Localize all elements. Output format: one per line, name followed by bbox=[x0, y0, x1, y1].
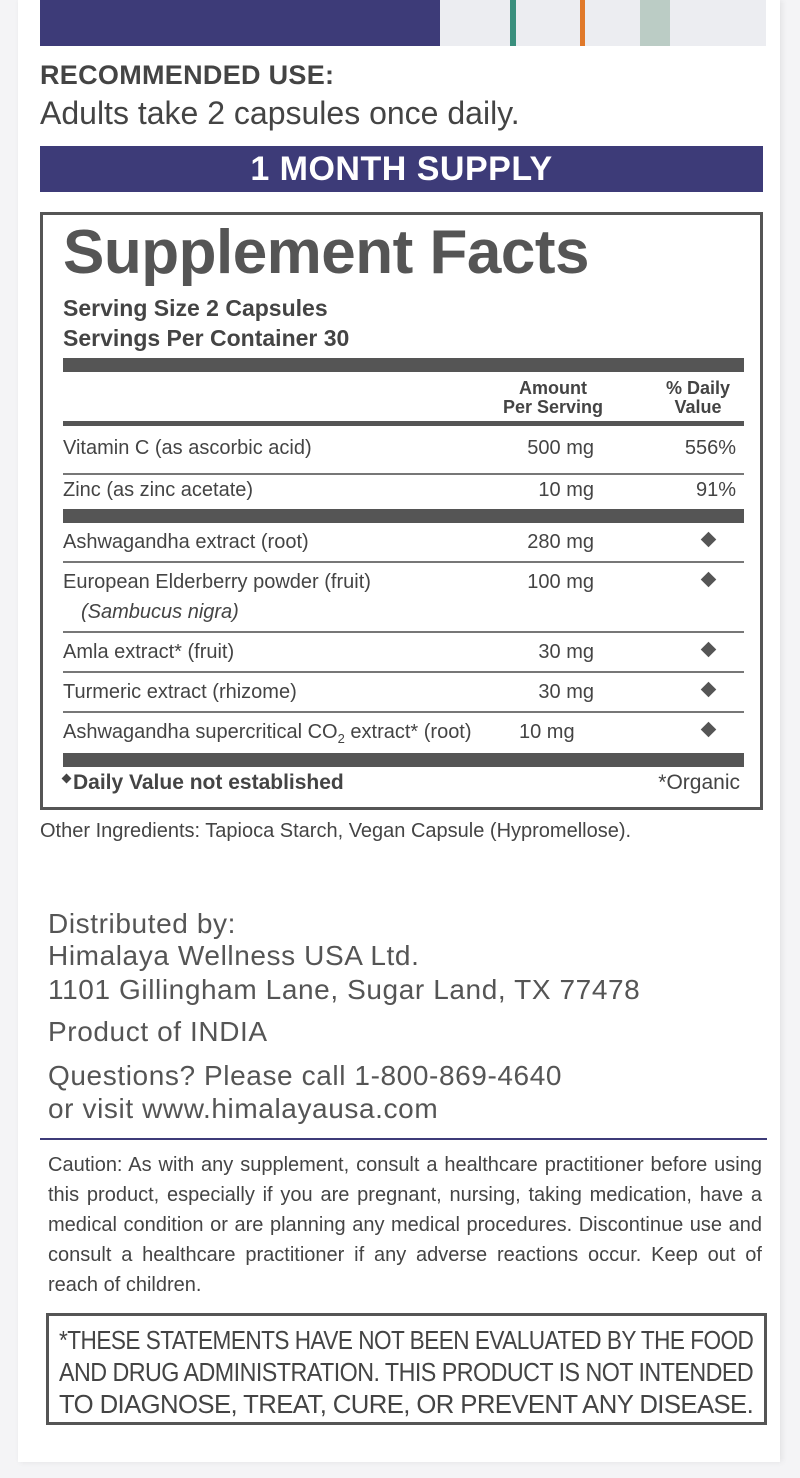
distributor-company: Himalaya Wellness USA Ltd. bbox=[48, 940, 420, 971]
diamond-icon bbox=[701, 642, 717, 658]
diamond-icon bbox=[701, 722, 717, 738]
questions-phone: Questions? Please call 1-800-869-4640 bbox=[48, 1060, 563, 1091]
table-row bbox=[63, 479, 744, 509]
recommended-use-text: Adults take 2 capsules once daily. bbox=[40, 95, 520, 131]
serving-size: Serving Size 2 Capsules bbox=[63, 295, 328, 321]
caution-text: Caution: As with any supplement, consult a healthcare practitioner before using this product, especially if you are pregnant, nursing, taking medication, have a medical condition or are planning any medical procedures. Discontinue use and consult a healthcare practitioner if any adverse reactions occur. Keep out of reach of children. bbox=[48, 1154, 762, 1296]
nutrient-name: Vitamin C (as ascorbic acid) bbox=[63, 437, 312, 459]
nutrient-daily-value: 556% bbox=[684, 437, 736, 459]
top-accent-sage bbox=[640, 0, 670, 46]
distributor-address: 1101 Gillingham Lane, Sugar Land, TX 77478 bbox=[48, 974, 641, 1005]
table-row bbox=[63, 437, 744, 467]
fda-disclaimer-line: AND DRUG ADMINISTRATION. THIS PRODUCT IS NOT INTENDED bbox=[59, 1357, 754, 1387]
ingredient-amount: 30 mg bbox=[538, 641, 594, 663]
ingredient-name: Amla extract* (fruit) bbox=[63, 641, 235, 663]
top-accent-orange bbox=[580, 0, 585, 46]
column-header-dv-line2: Value bbox=[674, 397, 722, 417]
nutrient-amount: 10 mg bbox=[538, 479, 594, 501]
fda-disclaimer-box bbox=[46, 1313, 767, 1425]
column-header-daily-value bbox=[653, 379, 743, 417]
section-divider bbox=[40, 1138, 767, 1140]
fda-disclaimer-line: *THESE STATEMENTS HAVE NOT BEEN EVALUATED BY THE FOOD bbox=[59, 1325, 754, 1355]
row-divider bbox=[63, 631, 744, 633]
ingredient-name: Turmeric extract (rhizome) bbox=[63, 681, 297, 703]
table-row bbox=[63, 641, 744, 671]
thick-rule-bottom bbox=[63, 753, 744, 767]
ingredient-latin-name: (Sambucus nigra) bbox=[81, 601, 239, 623]
medium-rule bbox=[63, 421, 744, 426]
nutrient-name: Zinc (as zinc acetate) bbox=[63, 479, 254, 501]
top-light-band bbox=[440, 0, 766, 46]
supplement-facts-panel bbox=[40, 212, 763, 810]
column-header-dv-line1: % Daily bbox=[665, 378, 731, 398]
ingredient-name: European Elderberry powder (fruit) bbox=[63, 571, 371, 593]
ingredient-amount: 280 mg bbox=[527, 531, 594, 553]
table-row bbox=[63, 721, 744, 751]
ingredient-amount: 10 mg bbox=[519, 721, 575, 743]
table-row bbox=[63, 681, 744, 711]
package-top-artwork bbox=[40, 0, 766, 46]
footnote-organic: *Organic bbox=[658, 771, 740, 794]
website: or visit www.himalayausa.com bbox=[48, 1093, 439, 1124]
ingredient-amount: 30 mg bbox=[538, 681, 594, 703]
thick-rule-middle bbox=[63, 509, 744, 523]
supplement-facts-title: Supplement Facts bbox=[63, 218, 589, 287]
footnote-daily-value bbox=[63, 771, 344, 795]
table-row bbox=[63, 531, 744, 561]
other-ingredients: Other Ingredients: Tapioca Starch, Vegan Capsule (Hypromellose). bbox=[40, 820, 632, 842]
column-header-amount-line1: Amount bbox=[519, 378, 587, 398]
supply-banner: 1 MONTH SUPPLY bbox=[40, 146, 763, 192]
top-accent-green bbox=[510, 0, 516, 46]
product-origin: Product of INDIA bbox=[48, 1016, 268, 1047]
ingredient-name bbox=[63, 721, 472, 746]
thick-rule-top bbox=[63, 358, 744, 372]
recommended-use-title: RECOMMENDED USE: bbox=[40, 60, 335, 90]
nutrient-amount: 500 mg bbox=[527, 437, 594, 459]
diamond-icon bbox=[701, 682, 717, 698]
nutrient-daily-value: 91% bbox=[695, 479, 736, 501]
top-purple-band bbox=[40, 0, 440, 46]
fda-disclaimer-line: TO DIAGNOSE, TREAT, CURE, OR PREVENT ANY DISEASE. bbox=[59, 1389, 754, 1419]
table-row bbox=[63, 571, 744, 631]
column-header-amount bbox=[483, 379, 623, 417]
column-header-amount-line2: Per Serving bbox=[502, 397, 604, 417]
ingredient-name-subscript: 2 bbox=[337, 731, 345, 746]
ingredient-amount: 100 mg bbox=[527, 571, 594, 593]
diamond-icon bbox=[701, 532, 717, 548]
row-divider bbox=[63, 671, 744, 673]
ingredient-name-part: extract* (root) bbox=[344, 721, 472, 743]
ingredient-name-part: Ashwagandha supercritical CO bbox=[63, 721, 338, 743]
diamond-icon bbox=[701, 572, 717, 588]
servings-per-container: Servings Per Container 30 bbox=[63, 325, 350, 351]
footnote-daily-value-text: Daily Value not established bbox=[73, 771, 344, 794]
distributed-by-label: Distributed by: bbox=[48, 908, 236, 939]
row-divider bbox=[63, 561, 744, 563]
row-divider bbox=[63, 473, 744, 475]
row-divider bbox=[63, 711, 744, 713]
diamond-icon bbox=[62, 774, 72, 784]
ingredient-name: Ashwagandha extract (root) bbox=[63, 531, 309, 553]
